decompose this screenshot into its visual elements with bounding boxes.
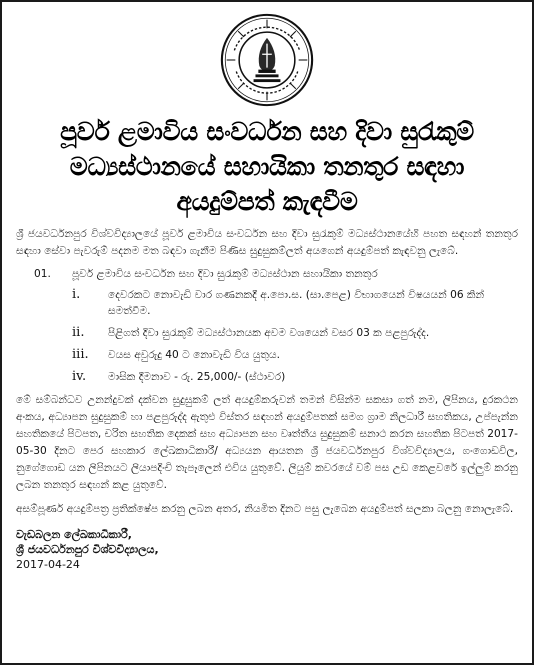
requirement-text: පිළිගත් දිවා සුරැකුම් මධ්‍යස්ථානයක අවම වශයෙන් වසර 03 ක පළපුරුද්ද. — [108, 327, 430, 339]
requirements-list — [16, 287, 518, 385]
requirement-text: දෙවරකට නොවැඩි වාර ගණනකදී අ.පො.ස. (සා.පෙළ) විභාගයෙන් විෂයයන් 06 කින් සමත්වීම. — [108, 289, 485, 317]
list-item — [16, 347, 518, 363]
notice-title — [16, 114, 518, 219]
requirement-number: ii. — [72, 325, 85, 340]
requirement-text: වයස අවුරුදු 40 ට නොවැඩි විය යුතුය. — [108, 349, 281, 361]
requirement-number: iv. — [72, 369, 87, 384]
section-title: පූර්ව ළමාවිය සංවර්ධන සහ දිවා සුරැකුම් මධ්‍යස්ථාන සහායිකා තනතුර — [72, 268, 378, 280]
notice-date: 2017-04-24 — [16, 558, 80, 571]
requirement-number: iii. — [72, 347, 89, 362]
title-line-3: අයදුම්පත් කැඳවීම — [176, 187, 358, 216]
university-seal-icon — [219, 12, 315, 108]
signatory-institution: ශ්‍රී ජයවර්ධනපුර විශ්වවිද්‍යාලය, — [16, 543, 159, 556]
list-item — [16, 325, 518, 341]
list-item — [16, 287, 518, 319]
section-number: 01. — [34, 268, 51, 280]
signature-block — [16, 527, 518, 572]
position-heading — [16, 266, 518, 283]
title-line-2: මධ්‍යස්ථානයේ සහායිකා තනතුර සඳහා — [69, 152, 465, 181]
title-line-1: පූර්ව ළමාවිය සංවර්ධන සහ දිවා සුරැකුම් — [60, 117, 474, 146]
requirement-number: i. — [72, 287, 81, 302]
closing-paragraph: අසම්පූර්ණ අයදුම්පත්‍ර ප්‍රතික්ෂේප කරනු ලබන අතර, නියමිත දිනට පසු ලැබෙන අයදුම්පත් සලකා බලනු නොලැබේ. — [16, 503, 514, 515]
application-instructions: මේ සම්බන්ධව උනන්දුවක් දක්වන සුදුසුකම් ලත් අයදුම්කරුවන් තමන් විසින්ම සකසා ගත් නම, ලිපිනය, දුරකථන අංකය, අධ්‍යාපන සුදුසුකම් හා පළපුරුද්ද ඇතුළු විස්තර සඳහන් අයදුම්පතක් සමග ග්‍රාම නිලධාරී සහතිකය, උප්පැන්න සහතිකයේ පිටපත, චරිත සහතික දෙකක් සහ අධ්‍යාපන සහ වෘත්තීය සුදුසුකම් සනාථ කරන සහතික පිටපත් 2017-05-30 දිනට පෙර සහකාර ලේඛකාධිකාරී/ අධ්‍යයන ආයතන ශ්‍රී ජයවර්ධනපුර විශ්වවිද්‍යාලය, ගංගොඩවිල, නුගේගොඩ යන ලිපිනයට ලියාපදිංචි තැපෑලෙන් එවිය යුතුවේ. ලියුම් කවරයේ වම් පස උඩ කෙළවරේ ඉල්ලුම් කරනු ලබන තනතුර සඳහන් කළ යුතුවේ. — [16, 394, 518, 491]
list-item — [16, 369, 518, 385]
intro-paragraph: ශ්‍රී ජයවර්ධනපුර විශ්වවිද්‍යාලයේ පූර්ව ළමාවිය සංවර්ධන සහ දිවා සුරැකුම් මධ්‍යස්ථානයේහි පහත සඳහන් තනතුර සඳහා සේවා පැවරුම් පදනම මත බඳවා ගැනීම පිණිස සුදුසුකම්ලත් අයගෙන් අයදුම්පත් කැඳවනු ලැබේ. — [16, 228, 518, 257]
requirement-text: මාසික දීමනාව - රු. 25,000/- (ස්ථාවර) — [108, 371, 286, 383]
signatory-title: වැඩබලන ලේඛකාධිකාරී, — [16, 528, 132, 541]
